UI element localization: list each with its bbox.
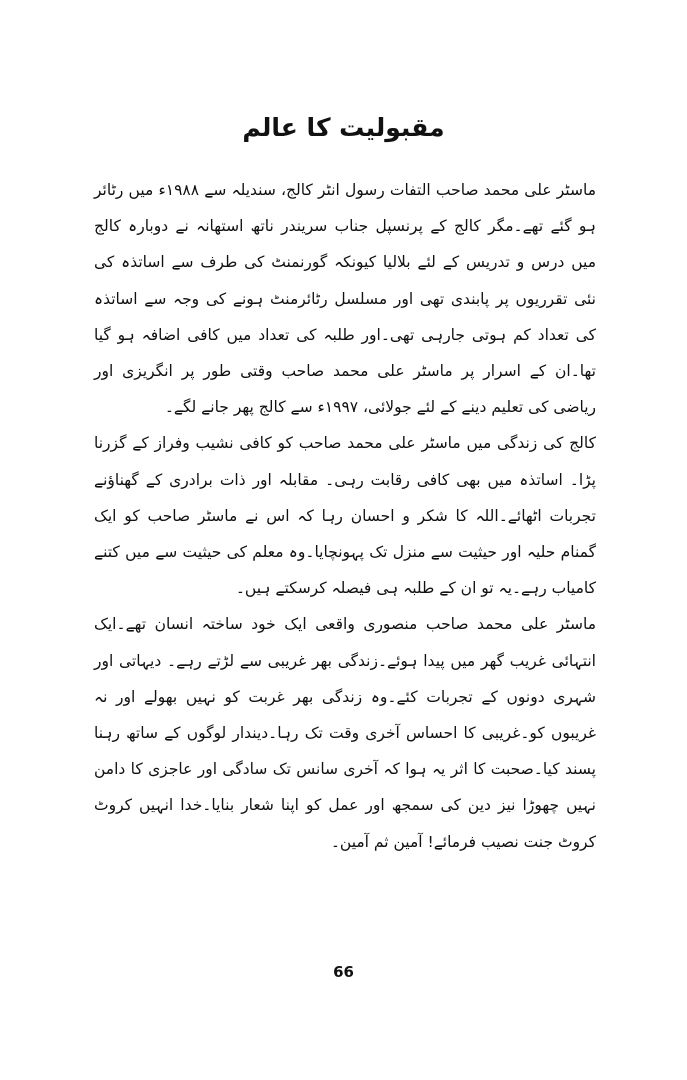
paragraph-2: کالج کی زندگی میں ماسٹر علی محمد صاحب کو کافی نشیب وفراز کے گزرنا پڑا۔ اساتذہ میں بھی کافی رقابت رہی۔ مقابلہ اور ذات برادری کے گھناؤنے تجربات اٹھائے۔اللہ کا شکر و احسان رہا کہ اس نے ماسٹر صاحب کو ایک گمنام حلیہ اور حیثیت سے منزل تک پہونچایا۔وہ معلم کی حیثیت سے میں کتنے کامیاب رہے۔یہ تو ان کے طلبہ ہی فیصلہ کرسکتے ہیں۔ [94, 434, 596, 598]
body-text [94, 172, 596, 860]
paragraph-1: ماسٹر علی محمد صاحب التفات رسول انٹر کالج، سندیلہ سے ۱۹۸۸ء میں رٹائر ہو گئے تھے۔مگر کالج کے پرنسپل جناب سریندر ناتھ استھانہ نے دوبارہ کالج میں درس و تدریس کے لئے بلالیا کیونکہ گورنمنٹ کی طرف سے اساتذہ کی نئی تقرریوں پر پابندی تھی اور مسلسل رٹائرمنٹ ہونے کی وجہ سے اساتذہ کی تعداد کم ہوتی جارہی تھی۔اور طلبہ کی تعداد میں کافی اضافہ ہو گیا تھا۔ان کے اسرار پر ماسٹر علی محمد صاحب وقتی طور پر انگریزی اور ریاضی کی تعلیم دینے کے لئے جولائی، ۱۹۹۷ء سے کالج پھر جانے لگے۔ [94, 181, 596, 417]
paragraph-3: ماسٹر علی محمد صاحب منصوری واقعی ایک خود ساختہ انسان تھے۔ایک انتہائی غریب گھر میں پیدا ہوئے۔زندگی بھر غریبی سے لڑتے رہے۔ دیہاتی اور شہری دونوں کے تجربات کئے۔وہ زندگی بھر غربت کو نہیں بھولے اور نہ غریبوں کو۔غریبی کا احساس آخری وقت تک رہا۔دیندار لوگوں کے ساتھ رہنا پسند کیا۔صحبت کا اثر یہ ہوا کہ آخری سانس تک سادگی اور عاجزی کا دامن نہیں چھوڑا نیز دین کی سمجھ اور عمل کو اپنا شعار بنایا۔خدا انہیں کروٹ کروٹ جنت نصیب فرمائے! آمین ثم آمین۔ [94, 615, 596, 851]
page-number: 66 [333, 963, 354, 981]
page-title: مقبولیت کا عالم [242, 113, 445, 142]
